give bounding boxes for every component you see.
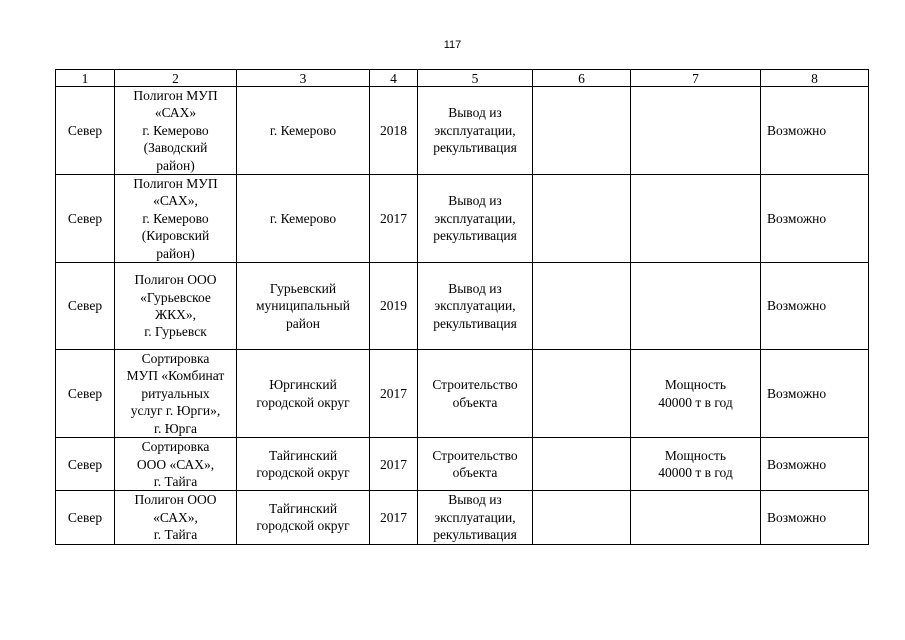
region-cell: Север [56, 350, 115, 438]
facility-cell: Полигон ООО «САХ», г. Тайга [115, 491, 237, 544]
column-6-cell [533, 263, 631, 350]
year-cell: 2017 [370, 438, 418, 491]
year-cell: 2017 [370, 350, 418, 438]
column-6-cell [533, 350, 631, 438]
facility-cell: Сортировка МУП «Комбинат ритуальных услуг г. Юрги», г. Юрга [115, 350, 237, 438]
capacity-cell [631, 175, 761, 263]
document-table [55, 69, 869, 545]
table-row [56, 87, 869, 175]
column-6-cell [533, 438, 631, 491]
capacity-cell: Мощность 40000 т в год [631, 438, 761, 491]
municipality-cell: Тайгинский городской округ [237, 491, 370, 544]
facility-cell: Полигон ООО «Гурьевское ЖКХ», г. Гурьевск [115, 263, 237, 350]
page-number: 117 [443, 39, 462, 51]
possibility-cell: Возможно [761, 87, 869, 175]
action-cell: Строительство объекта [418, 350, 533, 438]
facility-cell: Сортировка ООО «САХ», г. Тайга [115, 438, 237, 491]
capacity-cell [631, 491, 761, 544]
action-cell: Вывод из эксплуатации, рекультивация [418, 263, 533, 350]
possibility-cell: Возможно [761, 263, 869, 350]
possibility-cell: Возможно [761, 350, 869, 438]
region-cell: Север [56, 175, 115, 263]
column-header-5: 5 [418, 70, 533, 87]
column-header-8: 8 [761, 70, 869, 87]
capacity-cell [631, 263, 761, 350]
year-cell: 2019 [370, 263, 418, 350]
table-header-row [56, 70, 869, 87]
table-row [56, 350, 869, 438]
column-header-1: 1 [56, 70, 115, 87]
column-header-7: 7 [631, 70, 761, 87]
year-cell: 2018 [370, 87, 418, 175]
year-cell: 2017 [370, 175, 418, 263]
year-cell: 2017 [370, 491, 418, 544]
action-cell: Вывод из эксплуатации, рекультивация [418, 491, 533, 544]
table-row [56, 175, 869, 263]
municipality-cell: Тайгинский городской округ [237, 438, 370, 491]
region-cell: Север [56, 491, 115, 544]
action-cell: Вывод из эксплуатации, рекультивация [418, 87, 533, 175]
column-header-2: 2 [115, 70, 237, 87]
municipality-cell: Юргинский городской округ [237, 350, 370, 438]
region-cell: Север [56, 263, 115, 350]
column-6-cell [533, 175, 631, 263]
possibility-cell: Возможно [761, 438, 869, 491]
column-header-6: 6 [533, 70, 631, 87]
column-header-4: 4 [370, 70, 418, 87]
column-6-cell [533, 491, 631, 544]
facility-cell: Полигон МУП «САХ», г. Кемерово (Кировский район) [115, 175, 237, 263]
municipality-cell: г. Кемерово [237, 175, 370, 263]
table-row [56, 438, 869, 491]
capacity-cell: Мощность 40000 т в год [631, 350, 761, 438]
action-cell: Строительство объекта [418, 438, 533, 491]
facility-cell: Полигон МУП «САХ» г. Кемерово (Заводский район) [115, 87, 237, 175]
region-cell: Север [56, 87, 115, 175]
action-cell: Вывод из эксплуатации, рекультивация [418, 175, 533, 263]
possibility-cell: Возможно [761, 175, 869, 263]
table-row [56, 263, 869, 350]
municipality-cell: г. Кемерово [237, 87, 370, 175]
column-header-3: 3 [237, 70, 370, 87]
municipality-cell: Гурьевский муниципальный район [237, 263, 370, 350]
table-row [56, 491, 869, 544]
region-cell: Север [56, 438, 115, 491]
capacity-cell [631, 87, 761, 175]
column-6-cell [533, 87, 631, 175]
possibility-cell: Возможно [761, 491, 869, 544]
